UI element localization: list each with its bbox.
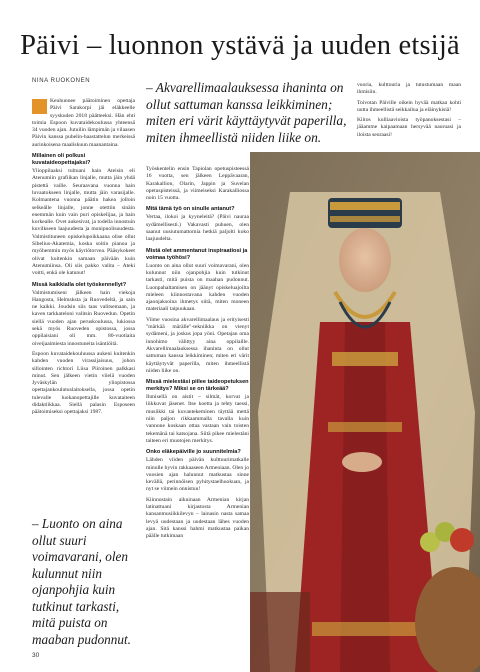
portrait-illustration: [250, 152, 480, 672]
embroidery-band: [312, 622, 418, 636]
portrait-photo: [250, 152, 480, 672]
dress-panel: [340, 322, 390, 672]
pull-quote-top: – Akvarellimaalauksessa ihaninta on ollut sattuman kanssa leikkiminen; miten eri värit käyttäytyvät paperilla, miten ihmeellistä niiden liike on.: [146, 80, 347, 145]
answer-paragraph: Ihmisellä on aistit – silmät, korvat ja liikkuvat jäsenet. Itse koetta ja tehty taessi, musiikki tai kuvantekeminen täyttää mettä niin paljon rikkaammalla tavalla kuin vannone koskaan ottaa vastaan vain toisten tekemänä tai katsojana. Siitä pikee mielestäni taiteen eri muotojen merkitys.: [146, 394, 249, 444]
answer-paragraph: Lähden viiden päivän kulttuurimatkalle minulle hyvin rakkaaseen Armeniaan. Olen jo vuosien ajan halunnut matkustaa sinne kevällä, perinnöisen pyhitystaelhuokuan, ja nyt se viimein onnistuu!: [146, 457, 249, 493]
answer-paragraph: vuoria, kulttuuria ja tutustumaan maan ihmisiin.: [357, 82, 461, 96]
embroidery-band: [328, 422, 402, 432]
byline: NINA RUOKONEN: [32, 78, 91, 84]
embroidery-band: [332, 352, 398, 366]
article-title: Päivi – luonnon ystävä ja uuden etsijä: [20, 30, 460, 61]
pull-quote-bottom: – Luonto on aina ollut suuri voimavarani, olen kulunnut niin ojanpohjia kuin tutkinut tarkasti, mitä puista on maaban pudonnut.: [32, 516, 131, 647]
drop-cap-block: [32, 99, 47, 114]
answer-paragraph: Valmistumiseni jälkeen hain viekoja Hangosta, Helmsksta ja Ruovedeltä, ja sain ne kaikki. Joudsin siis taas valitsemaan, ja kaven tarkkateloni valitsin Ruovedun. Opetin siellä vuoden ajan peruskoulussa, lukiossa sekä myös Ruoveden opistossa, jossa oppilaisiani oli mm. 80-vuotiaita oiveijaaimiesta innostuneita isäntiöitä.: [32, 289, 135, 347]
column-2: [146, 166, 249, 543]
face: [339, 228, 391, 292]
answer-paragraph: Espoon kuvataidekouluussa aukeni kuitenkin kahden vuoden virassijaisuus, johon sillointen richtori Liisa Piiroinen palkkasi minut. Sen jälkeen vietin viielä vuoden Jyväskylän yliopistossa opettajankoulutuslaitoksella, jossa opetin tulevalle luokanopettajille kuvataiteen didaktiikkaa. Siellä palasin Esposeen päätoimiseksi opettajaksi 1987.: [32, 350, 135, 416]
question-heading: Onko eläkepäiville jo suunnitelmia?: [146, 449, 241, 456]
answer-paragraph: Ylioppilaaksi tultuani hain Ateisin eli Atenumiin grafiikan linjalle, mutta jäin yhdä pistettä vaille. Seuraavana vuonna hain luvaatokseen linjalle, mutta jäin varasijalle. Kolmantena vuonna päätin hakea jolloin selkeälle linjalle, jonne otettiin sinäin enemmän kuin vain puri opiskelijaa, ja hain korkealle. Ovet aukesivat, ja todella innostuin kuvilkseen laajuudesta ja monipuolisuudesta. Valmistituneen opiskelupoikkaana olise ollut Sibelius-Akatemia, koska soitin pianoa ja myöhemmin myös käyriötorvea. Pääsykokeet olivat kuitenkin samaan päivään kuin Atenumiinsa. Oli siis pakko valita – Ateki voitti, enkä ole katunut!: [32, 168, 135, 277]
column-1: [32, 98, 135, 420]
answer-paragraph: Työskentelin ensin Tapiolan opetuspisteessä 16 vuotta, sen jälkeen Leppävaaran, Karakallion, Olarin, Jappin ja Suvelan opetuspisteissä, ja viimeiseksi Karakalliossa noin 15 vuotta.: [146, 166, 249, 202]
page-number: 30: [32, 652, 40, 659]
answer-paragraph: Luonto on aina ollut suuri voimavarani, olen kulunnut niin ojanpohjia kuin tutkinut tarkasti, mitä puista on maahan pudonnut. Luonpahaltamisen on jäänyt opiskeluajoilta mieleen kiinnostavana kahden vuoden ajaonjaksoina ihmetys siitä, miten moneen materiaali taipuukaan.: [146, 262, 249, 313]
answer-paragraph: Toivotan Päiville oikein hyvää matkaa kohti uutta ihmeellistä seikkailua ja eläinykisiä!: [357, 99, 461, 113]
question-heading: Missä kaikkialla olet työskennellyt?: [32, 281, 127, 288]
pomegranate: [450, 528, 474, 552]
hands: [342, 452, 382, 472]
question-heading: Missä mielestäsi piilee taideopetuksen merkitys? Miksi se on tärkeää?: [146, 379, 249, 393]
question-heading: Mistä olet ammentanut inspiraatiosi ja voimaa työhösi?: [146, 247, 248, 261]
question-heading: Mitä tämä työ on sinulle antanut?: [146, 206, 235, 213]
question-heading: Millainen oli polkusi kuvataideopettajaksi?: [32, 153, 91, 167]
answer-paragraph: Vertaa, ilokoi ja kyyneleitä? (Päivi nauraa sydämellisesti.) Vakavasti puhuen, olen saanut uusiutumattomia hetkiä paljolti koko laajuudelta.: [146, 214, 249, 243]
rug: [250, 592, 310, 672]
answer-paragraph: Kiitos kulliaavioista työpanoksestasi – jääamme kaipaamaan hersyvää nauruasi ja iloista seuraasi!: [357, 117, 461, 138]
intro-text: Keuhunnee päätoiminen opettaja Päivi Sarakorpi jäi eläkkeelle syyskuden 2018 päätteeksi. Hän ehti toimia Espoon kuvataidekoulussa yhteensä 34 vuoden ajan. Jutuilin lämpimän ja vilaasen Päivin kanssa puhelin-haastattelun merkeissä aurinkoisena maaliskuun maanantaina.: [32, 98, 135, 148]
headdress-coins: [330, 216, 400, 222]
headdress-coins: [330, 202, 400, 210]
column-3: [357, 82, 461, 142]
answer-paragraph: Kiinnostain aikuinaan Armenian kirjan latinattuani kirjastosta Armenian kansanmusiikkilevyn – lainasin nasta samaa levyä uudestaan ja uudestaan lähes vuoden ajan. Sitä kanssi hahmi matkustaa paikan päälle tutkimaan: [146, 496, 249, 540]
intro-paragraph: [32, 98, 135, 149]
answer-paragraph: Viime vuosina akvarellimaalaus ja erityisesti "märkää märälle"-tekniikka on vienyt sydämeni, ja joskus jopa yöni. Opetajan oma innohimo välittyy aina oppilaille. Akvarellimaalauksessa ihaninta on ollut sattuman kanssa leikkiminen; miten eri värit käyttäytyvät paperilla, miten ihmeellistä niiden liike on.: [146, 316, 249, 374]
